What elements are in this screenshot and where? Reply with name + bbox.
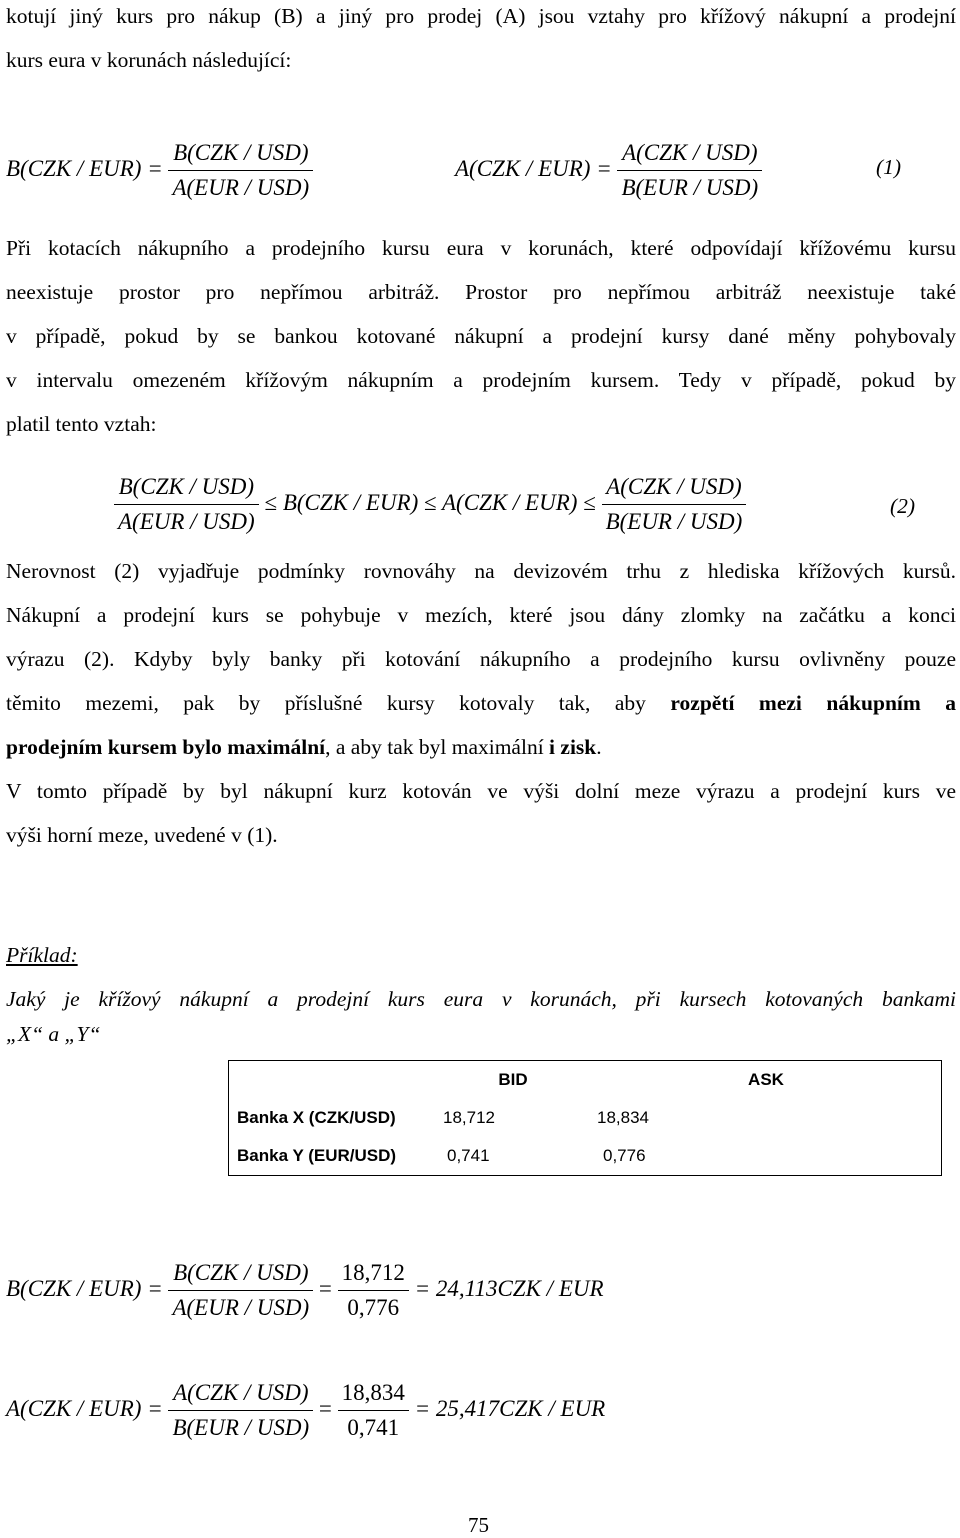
equation-1-right [455,136,762,205]
table-cell-ask: 18,834 [597,1108,649,1127]
eq2-le-2: ≤ [424,489,437,515]
table-cell-bid: 0,741 [447,1146,490,1165]
para2-line-4-text: těmito mezemi, pak by příslušné kursy kotovaly tak, aby [6,691,671,715]
calc1-denominator: A(EUR / USD) [172,1295,310,1320]
para2-line-5-text: , a aby tak byl maximální [325,735,550,759]
eq2-right-numerator: A(CZK / USD) [602,470,747,505]
para1-line-1: Při kotacích nákupního a prodejního kursu eura v korunách, které odpovídají křížovému kursu [6,236,956,260]
example-heading: Příklad: [6,943,78,967]
paragraph-2 [6,549,956,857]
para2-line-5-end: . [596,735,602,759]
table-header-bid: BID [498,1070,528,1089]
calc2-numeric-fraction [338,1376,409,1445]
calc1-value-numerator: 18,712 [338,1256,409,1291]
para2-line-4-bold: rozpětí mezi nákupním a [670,691,956,715]
calc1-numerator: B(CZK / USD) [168,1256,313,1291]
para2-line-5 [6,725,956,769]
equation-1-label: (1) [876,155,902,179]
eq1-right-numerator: A(CZK / USD) [617,136,762,171]
para2-line-6: V tomto případě by byl nákupní kurz kotován ve výši dolní meze výrazu a prodejní kurs ve [6,779,956,803]
intro-paragraph [6,0,956,82]
eq2-left-numerator: B(CZK / USD) [114,470,259,505]
calc2-lhs: A(CZK / EUR) = [6,1395,163,1421]
calc1-numeric-fraction [338,1256,409,1325]
eq1-left-lhs: B(CZK / EUR) = [6,155,163,181]
eq1-right-denominator: B(EUR / USD) [621,175,759,200]
para2-line-4 [6,681,956,725]
calc2-equals: = [318,1395,332,1421]
eq2-le-1: ≤ [264,489,278,515]
eq1-left-fraction [168,136,313,205]
para2-line-5-bold-2: i zisk [549,735,597,759]
calc2-symbolic-fraction [168,1376,313,1445]
para2-line-2: Nákupní a prodejní kurs se pohybuje v mezích, které jsou dány zlomky na začátku a konci [6,603,956,627]
exchange-rate-table [228,1060,942,1176]
equation-2-label: (2) [890,494,916,518]
calc2-numerator: A(CZK / USD) [168,1376,313,1411]
example-section [6,933,956,1056]
eq2-le-3: ≤ [583,489,596,515]
table-row-label: Banka Y (EUR/USD) [237,1146,397,1165]
para2-line-7: výši horní meze, uvedené v (1). [6,823,278,847]
calc1-equals: = [318,1275,332,1301]
para1-line-3: v případě, pokud by se bankou kotované nákupní a prodejní kursy dané měny pohybovaly [6,324,956,348]
para2-line-1: Nerovnost (2) vyjadřuje podmínky rovnováhy na devizovém trhu z hlediska křížových kursů. [6,559,956,583]
calc1-lhs: B(CZK / EUR) = [6,1275,163,1301]
eq1-right-lhs: A(CZK / EUR) = [455,155,612,181]
paragraph-1 [6,226,956,446]
calculation-1 [6,1256,604,1325]
eq2-right-fraction [602,470,747,539]
calc1-value-denominator: 0,776 [347,1295,400,1320]
equation-1-left [6,136,313,205]
calc2-result: = 25,417CZK / EUR [414,1395,606,1421]
eq1-left-numerator: B(CZK / USD) [168,136,313,171]
intro-line-2: kurs eura v korunách následující: [6,48,292,72]
eq2-middle-1: B(CZK / EUR) [282,489,419,515]
para2-line-3: výrazu (2). Kdyby byly banky při kotování nákupního a prodejního kursu ovlivněny pouze [6,647,956,671]
calc1-symbolic-fraction [168,1256,313,1325]
intro-line-1: kotují jiný kurs pro nákup (B) a jiný pro prodej (A) jsou vztahy pro křížový nákupní a prodejní [6,4,956,28]
table-cell-ask: 0,776 [603,1146,646,1165]
calc2-value-denominator: 0,741 [347,1415,400,1440]
table-row [229,1099,942,1137]
eq2-left-fraction [114,470,259,539]
example-question-line-1: Jaký je křížový nákupní a prodejní kurs eura v korunách, při kursech kotovaných bankami [6,987,956,1011]
table-row-label: Banka X (CZK/USD) [237,1108,396,1127]
para2-line-5-bold: prodejním kursem bylo maximální [6,735,326,759]
table-header-cell [229,1061,436,1100]
calc1-result: = 24,113CZK / EUR [414,1275,604,1301]
eq2-middle-2: A(CZK / EUR) [441,489,578,515]
para1-line-4: v intervalu omezeném křížovým nákupním a prodejním kursem. Tedy v případě, pokud by [6,368,956,392]
calc2-value-numerator: 18,834 [338,1376,409,1411]
example-question-line-2: „X“ a „Y“ [6,1022,101,1046]
table-header-row [229,1061,942,1100]
eq1-left-denominator: A(EUR / USD) [172,175,310,200]
page-number: 75 [468,1513,489,1537]
table-cell-bid: 18,712 [443,1108,495,1127]
table-row [229,1137,942,1176]
eq2-left-denominator: A(EUR / USD) [118,509,255,534]
eq2-right-denominator: B(EUR / USD) [605,509,743,534]
eq1-right-fraction [617,136,762,205]
para1-line-2: neexistuje prostor pro nepřímou arbitráž. Prostor pro nepřímou arbitráž neexistuje také [6,280,956,304]
equation-2 [114,470,746,539]
para1-line-5: platil tento vztah: [6,412,157,436]
calculation-2 [6,1376,605,1445]
calc2-denominator: B(EUR / USD) [172,1415,310,1440]
table-header-ask: ASK [748,1070,784,1089]
